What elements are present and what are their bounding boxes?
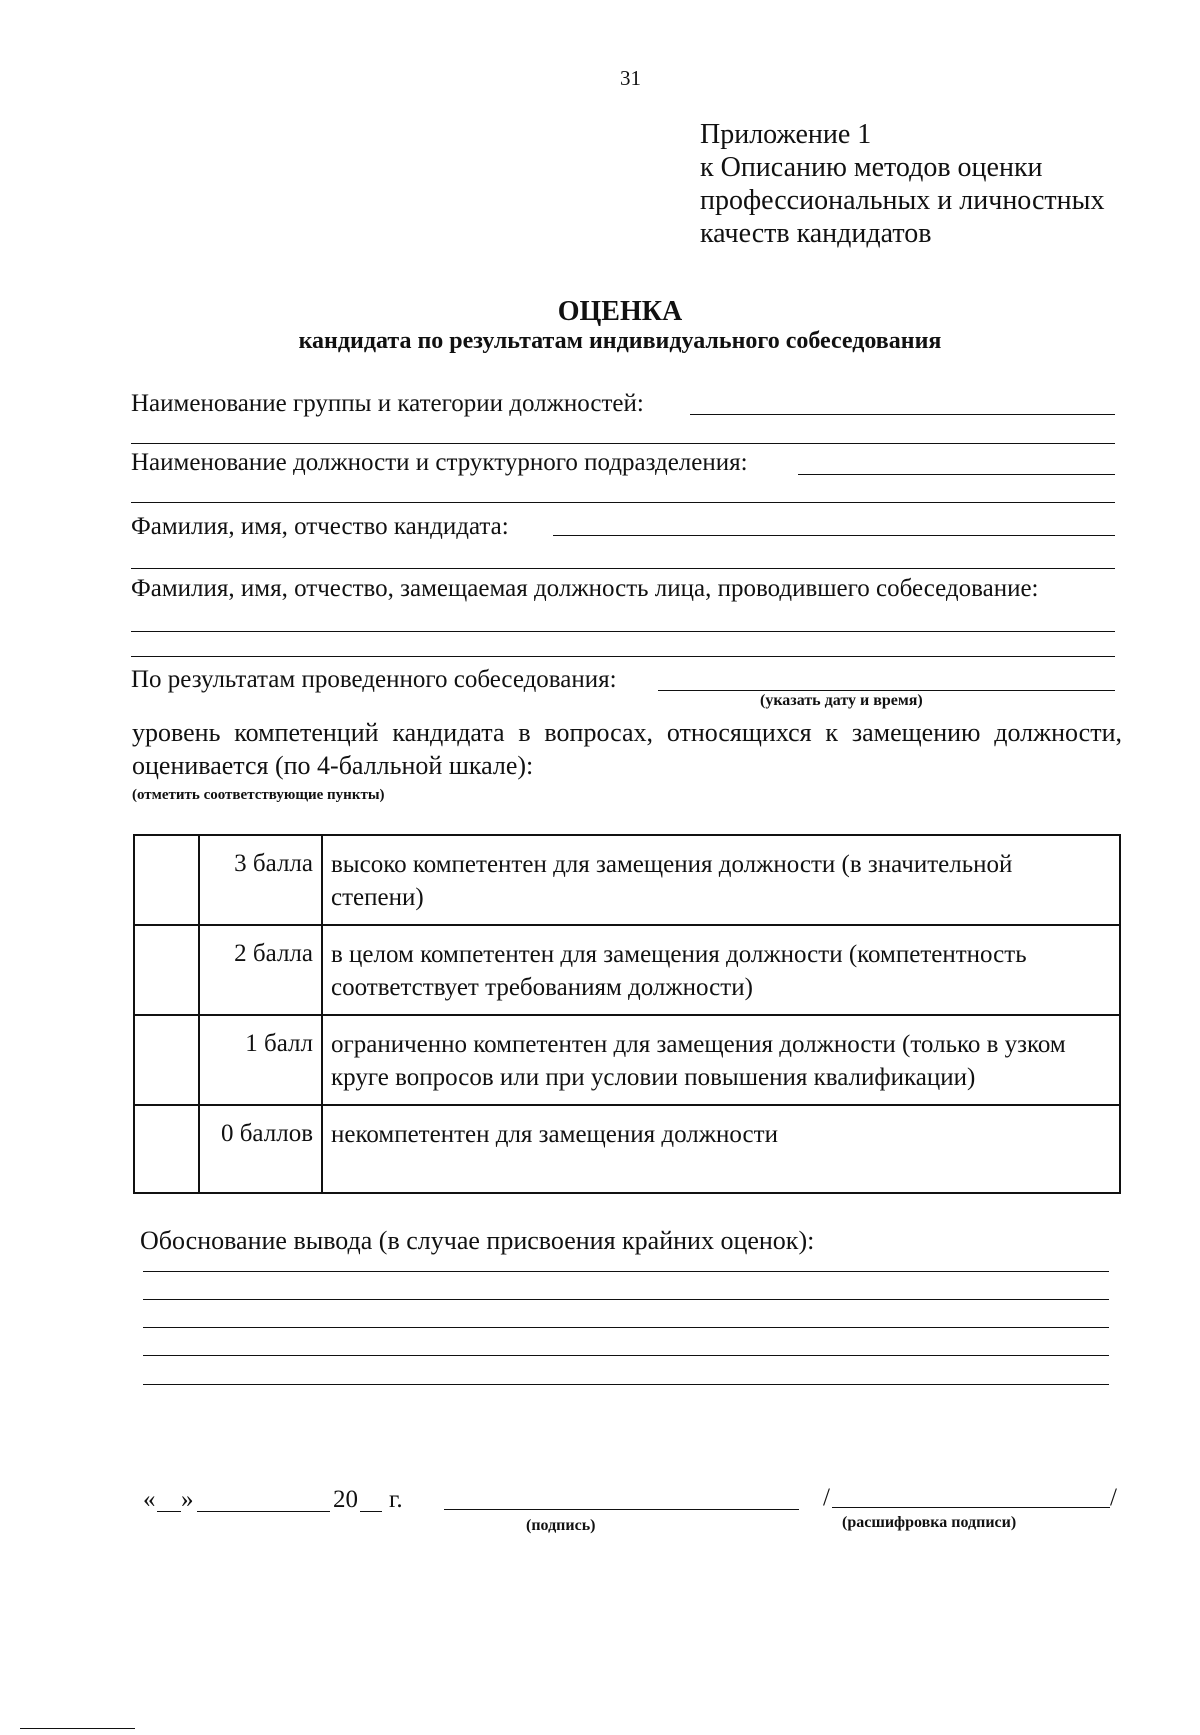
justification-line[interactable] [143, 1327, 1109, 1328]
date-open-quote: « [143, 1486, 156, 1513]
mark-items-hint: (отметить соответствующие пункты) [132, 787, 385, 803]
year-suffix: г. [389, 1486, 403, 1513]
candidate-name-line[interactable] [553, 535, 1115, 536]
candidate-name-label: Фамилия, имя, отчество кандидата: [131, 513, 509, 540]
justification-line[interactable] [143, 1355, 1109, 1356]
date-time-hint: (указать дату и время) [760, 692, 923, 709]
results-label: По результатам проведенного собеседования: [131, 666, 617, 693]
signature-hint: (подпись) [526, 1517, 596, 1534]
appendix-line: к Описанию методов оценки [700, 152, 1043, 183]
signature-decoding-hint: (расшифровка подписи) [842, 1514, 1017, 1531]
assessment-scale-table [133, 834, 1121, 1194]
candidate-name-line-2[interactable] [131, 568, 1115, 569]
document-title: ОЦЕНКА [557, 296, 683, 327]
score-checkbox[interactable] [134, 835, 199, 925]
score-description: ограниченно компетентен для замещения должности (только в узком круге вопросов или при условии повышения квалификации) [322, 1015, 1120, 1105]
table-row [134, 835, 1120, 925]
position-unit-line-2[interactable] [131, 502, 1115, 503]
competence-paragraph: уровень компетенций кандидата в вопросах, относящихся к замещению должности, оценивается (по 4-балльной шкале): [132, 718, 1122, 780]
interviewer-line-2[interactable] [131, 656, 1115, 657]
group-category-line[interactable] [690, 414, 1115, 415]
appendix-block [700, 118, 1104, 250]
group-category-label: Наименование группы и категории должностей: [131, 390, 644, 417]
justification-line[interactable] [143, 1271, 1109, 1272]
date-month-line[interactable] [197, 1511, 330, 1512]
results-date-line[interactable] [658, 690, 1115, 691]
decoding-slash-right: / [1110, 1484, 1117, 1511]
score-checkbox[interactable] [134, 1105, 199, 1193]
score-description: в целом компетентен для замещения должности (компетентность соответствует требованиям должности) [322, 925, 1120, 1015]
decoding-slash-left: / [823, 1484, 830, 1511]
position-unit-label: Наименование должности и структурного подразделения: [131, 449, 748, 476]
table-row [134, 925, 1120, 1015]
group-category-line-2[interactable] [131, 443, 1115, 444]
score-checkbox[interactable] [134, 925, 199, 1015]
appendix-line: профессиональных и личностных [700, 185, 1105, 216]
footnote-rule [20, 1728, 135, 1729]
page-number: 31 [620, 66, 641, 90]
interviewer-line[interactable] [131, 631, 1115, 632]
date-day-line[interactable] [157, 1511, 181, 1512]
score-value: 2 балла [199, 925, 322, 1015]
justification-line[interactable] [143, 1384, 1109, 1385]
table-row [134, 1015, 1120, 1105]
justification-label: Обоснование вывода (в случае присвоения крайних оценок): [140, 1226, 815, 1255]
position-unit-line[interactable] [798, 474, 1115, 475]
score-value: 0 баллов [199, 1105, 322, 1193]
document-subtitle: кандидата по результатам индивидуального собеседования [298, 328, 942, 354]
signature-decoding-line[interactable] [832, 1507, 1110, 1508]
year-prefix: 20 [333, 1486, 358, 1513]
score-value: 3 балла [199, 835, 322, 925]
signature-line[interactable] [444, 1509, 799, 1510]
table-row [134, 1105, 1120, 1193]
appendix-line: Приложение 1 [700, 119, 872, 150]
justification-line[interactable] [143, 1299, 1109, 1300]
score-description: некомпетентен для замещения должности [322, 1105, 1120, 1193]
date-close-quote: » [181, 1486, 194, 1513]
appendix-line: качеств кандидатов [700, 218, 932, 249]
year-line[interactable] [360, 1511, 382, 1512]
score-checkbox[interactable] [134, 1015, 199, 1105]
score-value: 1 балл [199, 1015, 322, 1105]
score-description: высоко компетентен для замещения должности (в значительной степени) [322, 835, 1120, 925]
interviewer-label: Фамилия, имя, отчество, замещаемая должность лица, проводившего собеседование: [131, 575, 1039, 602]
